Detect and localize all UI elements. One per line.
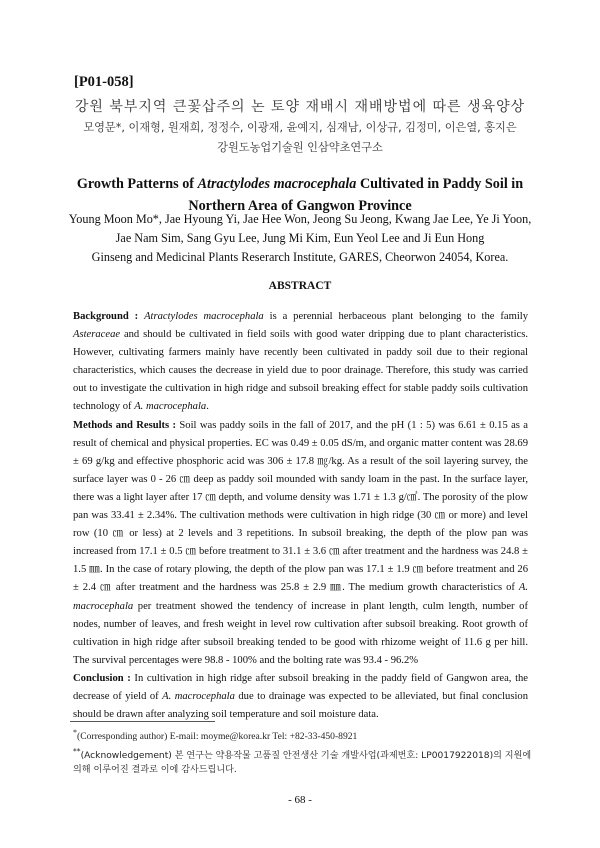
english-title-part-a: Growth Patterns of	[76, 176, 198, 192]
background-label: Background :	[73, 311, 139, 322]
background-text-4: .	[206, 401, 209, 413]
conclusion-label: Conclusion :	[73, 672, 131, 684]
english-affiliation: Ginseng and Medicinal Plants Reserarch Institute, GARES, Cheorwon 24054, Korea.	[91, 250, 509, 264]
footnote-1-marker: *	[73, 728, 77, 737]
english-title-part-b: Cultivated in Paddy Soil in	[356, 176, 524, 192]
english-authors-block	[60, 210, 540, 267]
footnote-acknowledgement	[73, 745, 533, 778]
background-text-3: and should be cultivated in field soils with good water dripping due to plant characteristics. However, cultivating farmers mainly have recently been cultivated in paddy soil due to their regional characteristics, which causes the decrease in yield due to poor drainage. Therefore, this study was carried out to investigate the cultivation in high ridge and subsoil breaking effect for stable paddy soils cultivation technology of	[73, 329, 528, 413]
conclusion-paragraph	[73, 670, 528, 724]
abstract-heading: ABSTRACT	[268, 280, 332, 292]
footnote-corresponding	[73, 726, 533, 745]
methods-text-1: Soil was paddy soils in the fall of 2017, and the pH (1 : 5) was 6.61 ± 0.15 as a result of chemical and physical properties. EC was 0.49 ± 0.05 dS/m, and organic matter content was 28.69 ± 69 g/kg and effective phosphoric acid was 306 ± 17.8 ㎎/kg. As a result of the soil layering survey, the surface layer was 0 - 26 ㎝ deep as paddy soil mounded with sandy loam in the past. In the surface layer, there was a light layer after 17 ㎝ depth, and volume density was 1.71 ± 1.3 g/㎤. The porosity of the plow pan was 33.41 ± 2.34%. The cultivation methods were cultivation in high ridge (30 ㎝ or more) and level row (10 ㎝ or less) at 2 levels and 3 repetitions. In subsoil breaking, the depth of the plow pan was increased from 17.1 ± 0.5 ㎝ before treatment to 31.1 ± 3.6 ㎝ after treatment and the hardness was 24.8 ± 1.5 ㎜. In the case of rotary plowing, the depth of the plow pan was 17.1 ± 1.9 ㎝ before treatment and 26 ± 2.4 ㎝ after treatment and the hardness was 25.8 ± 2.9 ㎜. The medium growth characteristics of	[73, 419, 528, 594]
paper-code: [P01-058]	[74, 74, 134, 90]
footnote-divider	[70, 721, 215, 722]
background-text-2: is a perennial herbaceous plant belonging to the family	[263, 311, 528, 322]
page-number: - 68 -	[288, 794, 312, 806]
background-species: Atractylodes macrocephala	[144, 311, 264, 322]
korean-affiliation: 강원도농업기술원 인삼약초연구소	[217, 141, 383, 154]
english-authors: Young Moon Mo*, Jae Hyoung Yi, Jae Hee Won, Jeong Su Jeong, Kwang Jae Lee, Ye Ji Yoon, Jae Nam Sim, Sang Gyu Lee, Jung Mi Kim, Eun Yeol Lee and Ji Eun Hong	[68, 212, 532, 245]
background-paragraph	[73, 308, 528, 417]
korean-authors: 모영문*, 이재형, 원재희, 정정수, 이광재, 윤예지, 심재남, 이상규, 김정미, 이은열, 홍지은	[83, 121, 517, 134]
english-title-line-1	[60, 173, 540, 195]
methods-species-short: A. macrocephala	[73, 582, 528, 612]
korean-title: 강원 북부지역 큰꽃삽주의 논 토양 재배시 재배방법에 따른 생육양상	[74, 99, 526, 115]
footnote-1-text: (Corresponding author) E-mail: moyme@korea.kr Tel: +82-33-450-8921	[77, 731, 358, 743]
abstract-body	[73, 308, 528, 724]
conclusion-text-1: In cultivation in high ridge after subsoil breaking in the paddy field of Gangwon area, the decrease of yield of	[73, 672, 529, 702]
conclusion-species-short: A. macrocephala	[162, 690, 235, 702]
methods-paragraph	[73, 417, 528, 670]
methods-label: Methods and Results :	[73, 419, 177, 431]
methods-text-2: per treatment showed the tendency of increase in plant length, culm length, number of nodes, number of leaves, and fresh weight in level row cultivation after subsoil breaking. Root growth of cultivation in high ridge after subsoil breaking tended to be good with rhizome weight of 11.6 g per hill. The survival percentages were 98.8 - 100% and the bolting rate was 93.4 - 96.2%	[73, 600, 528, 666]
english-title-species: Atractylodes macrocephala	[197, 176, 357, 192]
footnote-2-marker: **	[73, 746, 81, 756]
background-family: Asteraceae	[73, 329, 121, 341]
korean-authors-block	[60, 118, 540, 158]
conclusion-text-2: due to drainage was expected to be alleviated, but final conclusion should be drawn after analyzing soil temperature and soil moisture data.	[73, 690, 528, 721]
background-species-short: A. macrocephala	[134, 401, 207, 413]
footnotes	[73, 726, 533, 778]
english-title-line-2: Northern Area of Gangwon Province	[188, 198, 412, 214]
footnote-2-text: (Acknowledgement) 본 연구는 약용작물 고품질 안전생산 기술 개발사업(과제번호: LP0017922018)의 지원에 의해 이루어진 결과로 이에 감사드립니다.	[73, 750, 532, 776]
